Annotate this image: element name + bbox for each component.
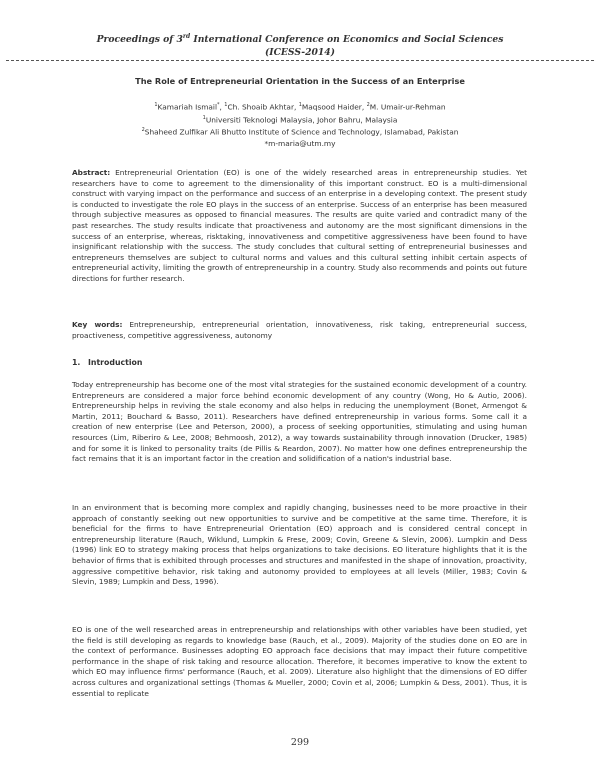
affiliation-1: $^1$Universiti Teknologi Malaysia, Johor Bahru, Malaysia bbox=[202, 114, 398, 125]
section-title: Introduction bbox=[88, 358, 143, 367]
affiliation-2: $^2$Shaheed Zulfikar Ali Bhutto Institute of Science and Technology, Islamabad, Pakistan bbox=[141, 127, 459, 137]
keywords-label: Key words: bbox=[72, 320, 123, 329]
header-divider bbox=[6, 60, 594, 61]
paragraph-3: EO is one of the well researched areas in entrepreneurship and relationships with other variables have been studied, yet the field is still developing as regards to knowledge base (Rauch, et al., 2009). Majority of the studies done on EO are in the context of performance. Businesses adopting EO approach face decisions that may impact their future competitive performance in the shape of risk taking and resource allocation. Therefore, it becomes imperative to know the extent to which EO may influence firms' performance (Rauch, et al. 2009). Literature also highlight that the dimensions of EO differ across cultures and organizational settings (Thomas & Mueller, 2000; Covin et al, 2006; Lumpkin & Dess, 2001). Thus, it is essential to replicate bbox=[72, 625, 527, 698]
section-heading bbox=[72, 358, 142, 367]
paper-title: The Role of Entrepreneurial Orientation in the Success of an Enterprise bbox=[135, 76, 465, 86]
proceedings-line-2: (ICESS-2014) bbox=[264, 47, 336, 59]
author-block bbox=[0, 100, 600, 149]
corresponding-email: *m-maria@utm.my bbox=[264, 139, 336, 149]
paragraph-1: Today entrepreneurship has become one of the most vital strategies for the sustained economic development of a country. Entrepreneurs are considered a major force behind economic development of any country (Wong, Ho & Autio, 2006). Entrepreneurship helps in reviving the stale economy and also helps in reducing the unemployment (Bonet, Armengot & Martin, 2011; Bouchard & Basso, 2011). Researchers have defined entrepreneurship in various forms. Some call it a creation of new enterprise (Lee and Peterson, 2000), a process of seeking opportunities, stimulating and using human resources (Lim, Riberiro & Lee, 2008; Behmoosh, 2012), a way towards sustainability through innovation (Drucker, 1985) and for some it is linked to personality traits (de Pillis & Reardon, 2007). No matter how one defines entrepreneurship the fact remains that it is an important factor in the creation and solidification of a nation's industrial base. bbox=[72, 380, 527, 464]
abstract bbox=[72, 168, 527, 285]
keywords bbox=[72, 320, 527, 341]
abstract-label: Abstract: bbox=[72, 168, 111, 177]
abstract-text: Entrepreneurial Orientation (EO) is one of the widely researched areas in entrepreneurship studies. Yet researchers have to come to agreement to the dimensionality of this important construct. EO is a multi-dimensional construct with varying impact on the performance and success of an enterprise in a developing context. The present study is conducted to investigate the role EO plays in the success of an enterprise. Success of an enterprise has been measured through subjective measures as opposed to financial measures. The results are quite varied and contradict many of the past researches. The study results indicate that proactiveness and autonomy are the most significant dimensions in the success of an enterprise, whereas, risktaking, innovativeness and competitive aggressiveness have been found to have insignificant relationship with the success. The study concludes that cultural setting of entrepreneurial businesses and entrepreneurs themselves are subject to cultural norms and values and this cultural setting inhibit certain aspects of entrepreneurial activity, limiting the growth of entrepreneurship in a country. Study also recommends and points out future directions for further research. bbox=[72, 168, 527, 283]
author-list: $^1$Kamariah Ismail*, $^1$Ch. Shoaib Akhtar, $^1$Maqsood Haider, $^2$M. Umair-ur-Rehman bbox=[154, 102, 446, 112]
section-number: 1. bbox=[72, 358, 81, 367]
proceedings-line-1: Proceedings of 3rd International Conference on Economics and Social Sciences bbox=[96, 33, 504, 46]
proceedings-header bbox=[0, 30, 600, 59]
paragraph-2: In an environment that is becoming more complex and rapidly changing, businesses need to be more proactive in their approach of constantly seeking out new opportunities to survive and be competitive at the same time. Therefore, it is beneficial for the firms to have Entrepreneurial Orientation (EO) approach and is considered central concept in entrepreneurship literature (Rauch, Wiklund, Lumpkin & Frese, 2009; Covin, Greene & Slevin, 2006). Lumpkin and Dess (1996) link EO to strategy making process that helps organizations to take decisions. EO literature highlights that it is the behavior of firms that is exhibited through processes and structures and manifested in the shape of innovation, proactivity, aggressive competitive behavior, risk taking and autonomy provided to employees at all levels (Miller, 1983; Covin & Slevin, 1989; Lumpkin and Dess, 1996). bbox=[72, 503, 527, 587]
keywords-text: Entrepreneurship, entrepreneurial orientation, innovativeness, risk taking, entrepreneurial success, proactiveness, competitive aggressiveness, autonomy bbox=[72, 320, 527, 340]
page-number: 299 bbox=[290, 737, 310, 748]
